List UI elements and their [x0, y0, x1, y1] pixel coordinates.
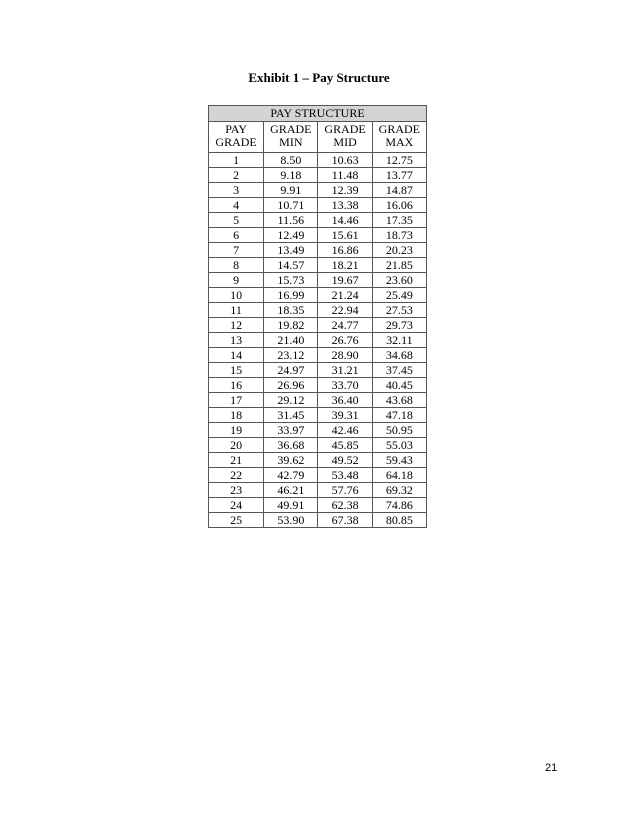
cell-grade-min: 23.12	[264, 348, 318, 363]
cell-grade-min: 49.91	[264, 498, 318, 513]
cell-pay-grade: 8	[209, 258, 264, 273]
table-row	[209, 213, 427, 228]
cell-grade-max: 29.73	[372, 318, 426, 333]
cell-grade-min: 14.57	[264, 258, 318, 273]
table-row	[209, 348, 427, 363]
cell-grade-min: 12.49	[264, 228, 318, 243]
cell-grade-min: 8.50	[264, 153, 318, 168]
cell-pay-grade: 24	[209, 498, 264, 513]
cell-grade-min: 19.82	[264, 318, 318, 333]
cell-pay-grade: 7	[209, 243, 264, 258]
cell-grade-max: 64.18	[372, 468, 426, 483]
table-row	[209, 303, 427, 318]
table-row	[209, 513, 427, 528]
table-row	[209, 423, 427, 438]
table-row	[209, 183, 427, 198]
cell-grade-max: 20.23	[372, 243, 426, 258]
cell-grade-max: 25.49	[372, 288, 426, 303]
cell-pay-grade: 16	[209, 378, 264, 393]
cell-grade-min: 18.35	[264, 303, 318, 318]
table-row	[209, 273, 427, 288]
cell-grade-max: 12.75	[372, 153, 426, 168]
cell-grade-max: 43.68	[372, 393, 426, 408]
table-row	[209, 498, 427, 513]
cell-grade-min: 31.45	[264, 408, 318, 423]
cell-grade-mid: 26.76	[318, 333, 372, 348]
cell-pay-grade: 22	[209, 468, 264, 483]
cell-grade-min: 39.62	[264, 453, 318, 468]
cell-grade-min: 26.96	[264, 378, 318, 393]
column-header-line: MID	[333, 135, 357, 149]
cell-pay-grade: 5	[209, 213, 264, 228]
cell-pay-grade: 18	[209, 408, 264, 423]
cell-grade-mid: 21.24	[318, 288, 372, 303]
exhibit-title: Exhibit 1 – Pay Structure	[248, 70, 390, 85]
cell-grade-mid: 13.38	[318, 198, 372, 213]
cell-grade-min: 42.79	[264, 468, 318, 483]
cell-grade-max: 37.45	[372, 363, 426, 378]
table-row	[209, 333, 427, 348]
column-header-row	[209, 122, 427, 153]
cell-grade-mid: 19.67	[318, 273, 372, 288]
cell-pay-grade: 1	[209, 153, 264, 168]
cell-grade-max: 74.86	[372, 498, 426, 513]
column-header-grade-mid	[318, 122, 372, 153]
cell-pay-grade: 10	[209, 288, 264, 303]
cell-grade-min: 36.68	[264, 438, 318, 453]
cell-grade-min: 24.97	[264, 363, 318, 378]
cell-pay-grade: 15	[209, 363, 264, 378]
cell-grade-min: 13.49	[264, 243, 318, 258]
column-header-line: GRADE	[215, 135, 257, 149]
table-row	[209, 243, 427, 258]
cell-grade-max: 16.06	[372, 198, 426, 213]
cell-grade-max: 21.85	[372, 258, 426, 273]
cell-grade-mid: 57.76	[318, 483, 372, 498]
column-header-grade-max	[372, 122, 426, 153]
table-row	[209, 198, 427, 213]
cell-pay-grade: 12	[209, 318, 264, 333]
cell-grade-mid: 36.40	[318, 393, 372, 408]
column-header-line: MIN	[279, 135, 303, 149]
cell-grade-min: 33.97	[264, 423, 318, 438]
cell-grade-mid: 45.85	[318, 438, 372, 453]
cell-grade-max: 47.18	[372, 408, 426, 423]
column-header-grade-min	[264, 122, 318, 153]
cell-grade-max: 13.77	[372, 168, 426, 183]
table-row	[209, 153, 427, 168]
cell-grade-max: 27.53	[372, 303, 426, 318]
cell-grade-max: 80.85	[372, 513, 426, 528]
cell-grade-min: 29.12	[264, 393, 318, 408]
cell-pay-grade: 9	[209, 273, 264, 288]
table-row	[209, 468, 427, 483]
table-row	[209, 363, 427, 378]
cell-grade-max: 69.32	[372, 483, 426, 498]
cell-grade-mid: 12.39	[318, 183, 372, 198]
cell-grade-mid: 28.90	[318, 348, 372, 363]
column-header-line: GRADE	[324, 122, 366, 136]
cell-grade-max: 55.03	[372, 438, 426, 453]
column-header-line: GRADE	[378, 122, 421, 136]
cell-pay-grade: 11	[209, 303, 264, 318]
table-row	[209, 393, 427, 408]
cell-grade-mid: 10.63	[318, 153, 372, 168]
table-row	[209, 228, 427, 243]
cell-grade-mid: 42.46	[318, 423, 372, 438]
column-header-line: MAX	[385, 135, 414, 149]
cell-pay-grade: 13	[209, 333, 264, 348]
cell-grade-mid: 39.31	[318, 408, 372, 423]
cell-grade-mid: 14.46	[318, 213, 372, 228]
cell-grade-min: 11.56	[264, 213, 318, 228]
table-row	[209, 483, 427, 498]
cell-grade-max: 34.68	[372, 348, 426, 363]
column-header-line: GRADE	[270, 122, 312, 136]
cell-grade-mid: 33.70	[318, 378, 372, 393]
cell-grade-max: 18.73	[372, 228, 426, 243]
cell-grade-max: 32.11	[372, 333, 426, 348]
cell-grade-max: 23.60	[372, 273, 426, 288]
cell-grade-mid: 16.86	[318, 243, 372, 258]
table-row	[209, 453, 427, 468]
cell-grade-min: 53.90	[264, 513, 318, 528]
cell-pay-grade: 17	[209, 393, 264, 408]
table-row	[209, 438, 427, 453]
cell-grade-mid: 53.48	[318, 468, 372, 483]
cell-pay-grade: 21	[209, 453, 264, 468]
cell-grade-max: 17.35	[372, 213, 426, 228]
cell-pay-grade: 23	[209, 483, 264, 498]
pay-structure-table	[208, 105, 427, 528]
table-body	[209, 153, 427, 528]
cell-grade-min: 10.71	[264, 198, 318, 213]
column-header-line: PAY	[225, 122, 247, 136]
cell-grade-max: 14.87	[372, 183, 426, 198]
cell-pay-grade: 2	[209, 168, 264, 183]
cell-grade-mid: 11.48	[318, 168, 372, 183]
table-row	[209, 258, 427, 273]
cell-grade-max: 50.95	[372, 423, 426, 438]
cell-grade-mid: 67.38	[318, 513, 372, 528]
cell-grade-mid: 18.21	[318, 258, 372, 273]
cell-grade-max: 40.45	[372, 378, 426, 393]
cell-grade-min: 46.21	[264, 483, 318, 498]
table-row	[209, 318, 427, 333]
cell-grade-min: 9.91	[264, 183, 318, 198]
cell-grade-min: 21.40	[264, 333, 318, 348]
cell-pay-grade: 4	[209, 198, 264, 213]
cell-grade-max: 59.43	[372, 453, 426, 468]
cell-grade-min: 9.18	[264, 168, 318, 183]
cell-grade-mid: 15.61	[318, 228, 372, 243]
cell-grade-min: 15.73	[264, 273, 318, 288]
cell-grade-mid: 31.21	[318, 363, 372, 378]
cell-pay-grade: 19	[209, 423, 264, 438]
table-row	[209, 168, 427, 183]
page-number: 21	[545, 762, 558, 774]
table-banner: PAY STRUCTURE	[209, 106, 427, 122]
cell-grade-min: 16.99	[264, 288, 318, 303]
table-row	[209, 288, 427, 303]
column-header-pay-grade	[209, 122, 264, 153]
cell-grade-mid: 49.52	[318, 453, 372, 468]
cell-grade-mid: 24.77	[318, 318, 372, 333]
cell-pay-grade: 6	[209, 228, 264, 243]
cell-pay-grade: 14	[209, 348, 264, 363]
table-row	[209, 378, 427, 393]
cell-grade-mid: 62.38	[318, 498, 372, 513]
table-row	[209, 408, 427, 423]
cell-grade-mid: 22.94	[318, 303, 372, 318]
cell-pay-grade: 3	[209, 183, 264, 198]
cell-pay-grade: 20	[209, 438, 264, 453]
cell-pay-grade: 25	[209, 513, 264, 528]
